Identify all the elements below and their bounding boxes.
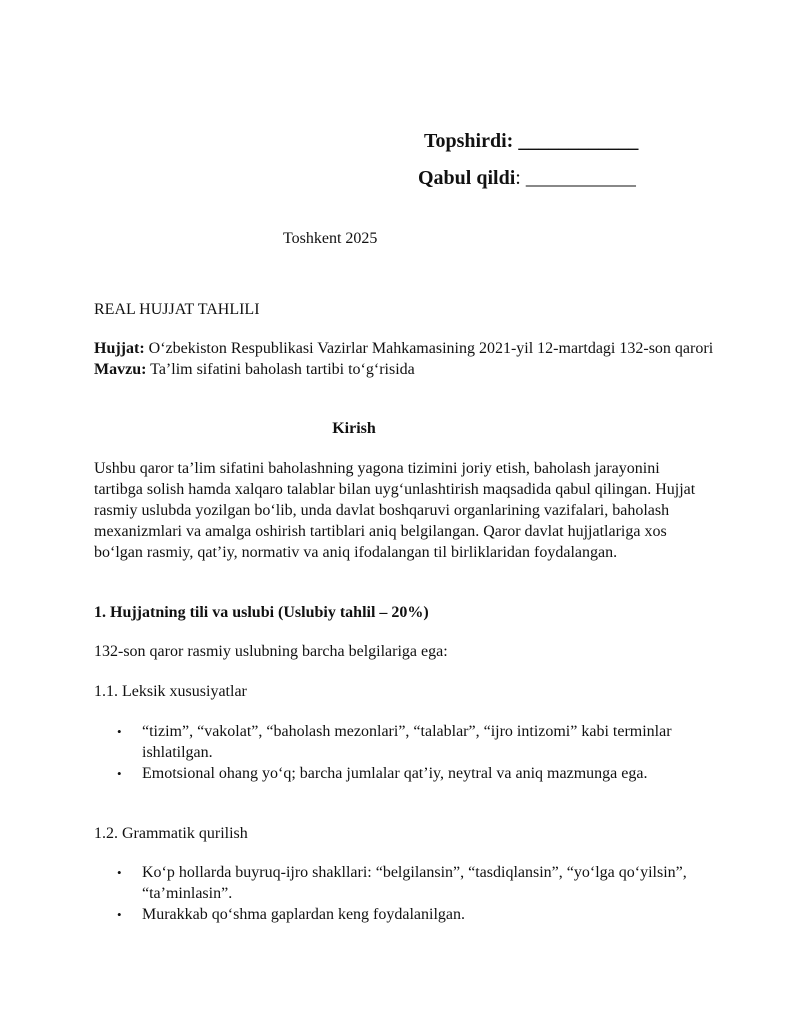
hujjat-label: Hujjat:: [94, 340, 145, 357]
bullet-icon: •: [117, 907, 122, 922]
list-item-text: Murakkab qo‘shma gaplardan keng foydalanilgan.: [142, 906, 466, 923]
list-item: [94, 763, 704, 784]
lexical-features-list: [94, 721, 704, 784]
bullet-icon: •: [117, 865, 122, 880]
accepted-label: Qabul qildi: [418, 167, 516, 189]
section1-heading: 1. Hujjatning tili va uslubi (Uslubiy tahlil – 20%): [94, 604, 429, 621]
submitted-label: Topshirdi:: [424, 130, 514, 152]
list-item-text: Ko‘p hollarda buyruq-ijro shakllari: “belgilansin”, “tasdiqlansin”, “yo‘lga qo‘yilsin”, “ta’minlasin”.: [142, 864, 687, 902]
hujjat-value: O‘zbekiston Respublikasi Vazirlar Mahkamasining 2021-yil 12-martdagi 132-son qarori: [148, 340, 714, 357]
bullet-icon: •: [117, 766, 122, 781]
list-item-text: Emotsional ohang yo‘q; barcha jumlalar qat’iy, neytral va aniq mazmunga ega.: [142, 765, 648, 782]
accepted-blank: ___________: [525, 167, 636, 189]
mavzu-line: [94, 359, 714, 380]
city-year: Toshkent 2025: [283, 230, 378, 247]
intro-paragraph: Ushbu qaror ta’lim sifatini baholashning yagona tizimini joriy etish, baholash jarayonini tartibga solish hamda xalqaro talablar bilan uyg‘unlashtirish maqsadida qabul qilingan. Hujjat rasmiy uslubda yozilgan bo‘lib, unda davlat boshqaruvi organlarining vazifalari, baholash mexanizmlari va amalga oshirish tartiblari aniq belgilangan. Qaror davlat hujjatlariga xos bo‘lgan rasmiy, qat’iy, normativ va aniq ifodalangan til birliklaridan foydalangan.: [94, 460, 696, 561]
section1-intro: 132-son qaror rasmiy uslubning barcha belgilariga ega:: [94, 643, 448, 660]
grammar-features-list: [94, 862, 704, 925]
mavzu-value: Ta’lim sifatini baholash tartibi to‘g‘risida: [150, 361, 415, 378]
submitted-signature-line: [424, 130, 638, 153]
document-title: REAL HUJJAT TAHLILI: [94, 301, 260, 318]
hujjat-line: [94, 338, 714, 359]
subsection-1-1-heading: 1.1. Leksik xususiyatlar: [94, 683, 247, 700]
intro-heading: Kirish: [332, 420, 376, 437]
list-item: [94, 721, 704, 763]
submitted-blank: ____________: [518, 130, 639, 152]
subsection-1-2-heading: 1.2. Grammatik qurilish: [94, 825, 248, 842]
list-item-text: “tizim”, “vakolat”, “baholash mezonlari”, “talablar”, “ijro intizomi” kabi terminlar ishlatilgan.: [142, 723, 672, 761]
list-item: [94, 862, 704, 904]
accepted-signature-line: [418, 167, 636, 190]
list-item: [94, 904, 704, 925]
bullet-icon: •: [117, 724, 122, 739]
document-meta: [94, 338, 714, 380]
accepted-colon: :: [515, 167, 521, 189]
mavzu-label: Mavzu:: [94, 361, 147, 378]
